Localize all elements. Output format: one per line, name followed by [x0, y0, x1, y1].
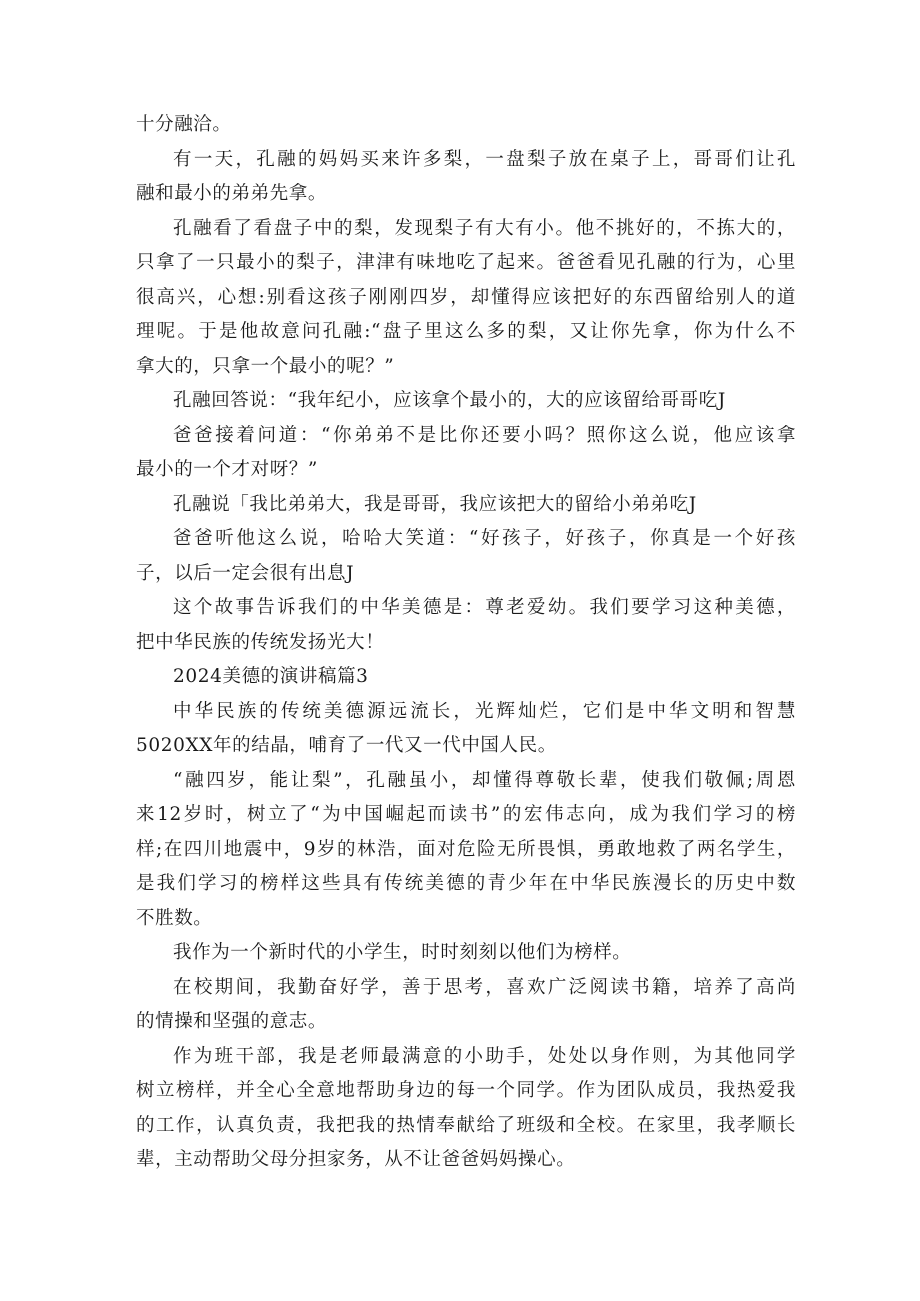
text-line: 样;在四川地震中，9岁的林浩，面对危险无所畏惧，勇敢地救了两名学生， [136, 838, 796, 860]
text-line: 十分融洽。 [136, 114, 232, 135]
text-line: 这个故事告诉我们的中华美德是：尊老爱幼。我们要学习这种美德， [173, 597, 796, 618]
text-line: 不胜数。 [136, 907, 213, 929]
text-line: 有一天，孔融的妈妈买来许多梨，一盘梨子放在桌子上，哥哥们让孔 [173, 148, 796, 170]
text-line: 拿大的，只拿一个最小的呢？” [136, 355, 395, 377]
text-line: 来12岁时，树立了“为中国崛起而读书”的宏伟志向，成为我们学习的榜 [136, 804, 796, 825]
text-line: 理呢。于是他故意问孔融:“盘子里这么多的梨，又让你先拿，你为什么不 [136, 321, 796, 342]
document-page [136, 108, 796, 1178]
text-line: 孔融说「我比弟弟大，我是哥哥，我应该把大的留给小弟弟吃J [173, 493, 697, 515]
text-line: 爸爸听他这么说，哈哈大笑道：“好孩子，好孩子，你真是一个好孩 [173, 528, 796, 549]
text-line: 爸爸接着问道：“你弟弟不是比你还要小吗？照你这么说，他应该拿 [173, 424, 796, 446]
text-line: 5020XX年的结晶，哺育了一代又一代中国人民。 [136, 735, 557, 756]
text-line: 很高兴，心想:别看这孩子刚刚四岁，却懂得应该把好的东西留给别人的道 [136, 286, 796, 308]
text-line: 的工作，认真负责，我把我的热情奉献给了班级和全校。在家里，我孝顺长 [136, 1114, 796, 1136]
text-line: 2024美德的演讲稿篇3 [173, 666, 369, 687]
text-line: 辈，主动帮助父母分担家务，从不让爸爸妈妈操心。 [136, 1149, 576, 1170]
text-line: 我作为一个新时代的小学生，时时刻刻以他们为榜样。 [173, 942, 632, 963]
text-line: 树立榜样，并全心全意地帮助身边的每一个同学。作为团队成员，我热爱我 [136, 1080, 796, 1101]
text-line: 作为班干部，我是老师最满意的小助手，处处以身作则，为其他同学 [173, 1045, 796, 1067]
text-line: 子，以后一定会很有出息J [136, 562, 355, 584]
text-line: 只拿了一只最小的梨子，津津有味地吃了起来。爸爸看见孔融的行为，心里 [136, 252, 796, 273]
text-line: 中华民族的传统美德源远流长，光辉灿烂，它们是中华文明和智慧 [173, 700, 796, 722]
text-line: 孔融看了看盘子中的梨，发现梨子有大有小。他不挑好的，不拣大的， [173, 217, 796, 239]
text-line: 把中华民族的传统发扬光大！ [136, 631, 385, 653]
text-line: 最小的一个才对呀？” [136, 459, 318, 480]
text-line: 在校期间，我勤奋好学，善于思考，喜欢广泛阅读书籍，培养了高尚 [173, 976, 796, 998]
text-line: 是我们学习的榜样这些具有传统美德的青少年在中华民族漫长的历史中数 [136, 873, 796, 894]
text-line: 孔融回答说：“我年纪小，应该拿个最小的，大的应该留给哥哥吃J [173, 390, 726, 411]
text-line: 的情操和坚强的意志。 [136, 1011, 328, 1032]
text-line: “融四岁，能让梨”，孔融虽小，却懂得尊敬长辈，使我们敬佩;周恩 [173, 769, 796, 791]
text-line: 融和最小的弟弟先拿。 [136, 183, 328, 204]
